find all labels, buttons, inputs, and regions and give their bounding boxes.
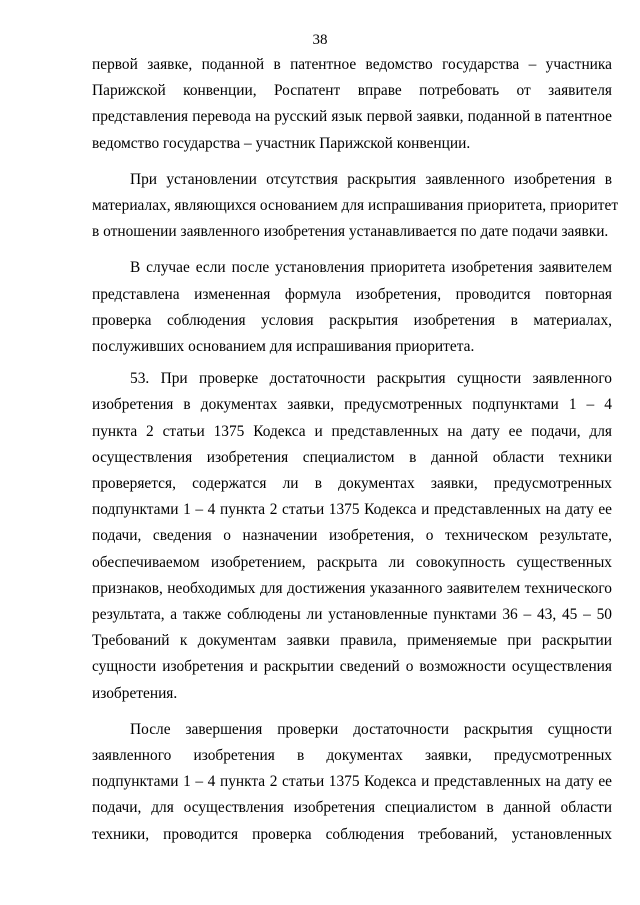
text-line: осуществления изобретения специалистом в данной области техники: [92, 448, 612, 466]
text-line: признаков, необходимых для достижения указанного заявителем технического: [92, 579, 612, 597]
text-line: проверка соблюдения условия раскрытия изобретения в материалах,: [92, 311, 612, 329]
paragraph-1: [92, 52, 612, 157]
text-line: первой заявке, поданной в патентное ведомство государства – участника: [92, 56, 612, 73]
text-line: Парижской конвенции, Роспатент вправе потребовать от заявителя: [92, 82, 612, 100]
text-line: подачи, для осуществления изобретения специалистом в данной области: [92, 799, 612, 817]
text-line: В случае если после установления приоритета изобретения заявителем: [130, 259, 612, 277]
paragraph-2: [92, 167, 619, 246]
text-line: подпунктами 1 – 4 пункта 2 статьи 1375 Кодекса и представленных на дату ее: [92, 773, 612, 791]
text-line: подачи, сведения о назначении изобретения, о техническом результате,: [92, 527, 612, 545]
text-line: пункта 2 статьи 1375 Кодекса и представленных на дату ее подачи, для: [92, 422, 612, 440]
paragraph-53: [92, 366, 612, 707]
text-line: сущности изобретения и раскрытии сведений о возможности осуществления: [92, 658, 612, 676]
text-line: техники, проводится проверка соблюдения требований, установленных: [92, 825, 612, 843]
text-line: в отношении заявленного изобретения устанавливается по дате подачи заявки.: [92, 223, 609, 241]
text-line: ведомство государства – участник Парижской конвенции.: [92, 134, 471, 152]
document-body: [92, 52, 619, 848]
text-line: подпунктами 1 – 4 пункта 2 статьи 1375 Кодекса и представленных на дату ее: [92, 501, 612, 519]
text-line: представления перевода на русский язык первой заявки, поданной в патентное: [92, 108, 612, 126]
text-line: заявленного изобретения в документах заявки, предусмотренных: [92, 747, 612, 765]
text-line: При установлении отсутствия раскрытия заявленного изобретения в: [130, 170, 612, 188]
text-line: Требований к документам заявки правила, применяемые при раскрытии: [92, 632, 612, 650]
text-line: представлена измененная формула изобретения, проводится повторная: [92, 285, 612, 303]
text-line: обеспечиваемом изобретением, раскрыта ли совокупность существенных: [92, 553, 612, 571]
text-line: проверяется, содержатся ли в документах заявки, предусмотренных: [92, 475, 612, 493]
text-line: результата, а также соблюдены ли установленные пунктами 36 – 43, 45 – 50: [92, 606, 612, 624]
text-line: материалах, являющихся основанием для испрашивания приоритета, приоритет: [92, 197, 619, 215]
paragraph-3: [92, 255, 612, 360]
text-line: изобретения.: [92, 684, 178, 702]
text-line: изобретения в документах заявки, предусмотренных подпунктами 1 – 4: [92, 396, 612, 414]
page-number: 38: [312, 32, 328, 48]
text-line: послуживших основанием для испрашивания приоритета.: [92, 338, 475, 356]
text-line: 53. При проверке достаточности раскрытия сущности заявленного: [130, 370, 612, 388]
text-line: После завершения проверки достаточности раскрытия сущности: [130, 720, 612, 738]
paragraph-5: [92, 717, 612, 848]
